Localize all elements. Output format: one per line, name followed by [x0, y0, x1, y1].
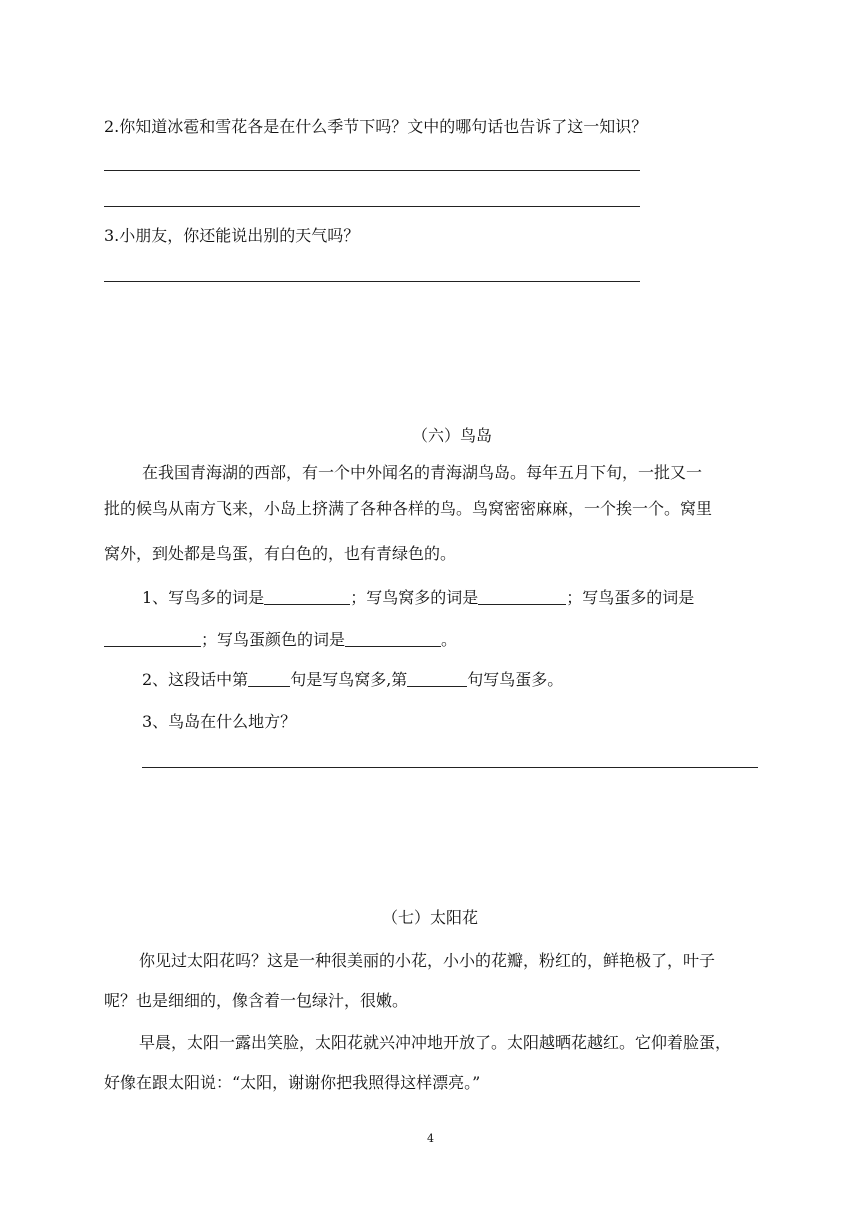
question-1-text: ；写鸟蛋多的词是 [566, 588, 695, 607]
question-2-line [142, 669, 563, 691]
question-2-label: 2、这段话中第 [142, 670, 249, 689]
answer-line[interactable] [104, 170, 640, 171]
question-2-text: 2.你知道冰雹和雪花各是在什么季节下吗？文中的哪句话也告诉了这一知识？ [104, 117, 648, 136]
question-1-text: 。 [441, 630, 458, 649]
question-2-text: 句是写鸟窝多,第 [290, 670, 408, 689]
answer-line[interactable] [142, 767, 758, 768]
fill-blank[interactable] [345, 630, 441, 647]
answer-line[interactable] [104, 281, 640, 282]
fill-blank[interactable] [104, 630, 201, 647]
fill-blank[interactable] [407, 670, 467, 687]
passage-line: 你见过太阳花吗？这是一种很美丽的小花，小小的花瓣，粉红的，鲜艳极了，叶子 [139, 951, 716, 970]
question-3-bird-island: 3、鸟岛在什么地方？ [142, 712, 297, 731]
question-1-line-1 [142, 587, 694, 609]
fill-blank[interactable] [248, 670, 290, 687]
question-1-line-2 [104, 629, 457, 651]
passage-line: 早晨，太阳一露出笑脸，太阳花就兴冲冲地开放了。太阳越晒花越红。它仰着脸蛋， [139, 1033, 732, 1052]
answer-line[interactable] [104, 206, 640, 207]
question-2-text: 句写鸟蛋多。 [467, 670, 564, 689]
question-3-text: 3.小朋友，你还能说出别的天气吗？ [104, 226, 360, 245]
section-title-sun-flower: （七）太阳花 [382, 908, 479, 927]
page-number: 4 [427, 1132, 434, 1145]
passage-line: 呢？也是细细的，像含着一包绿汁，很嫩。 [104, 991, 409, 1010]
passage-line: 在我国青海湖的西部，有一个中外闻名的青海湖鸟岛。每年五月下旬，一批又一 [142, 463, 703, 482]
passage-line: 好像在跟太阳说：“太阳，谢谢你把我照得这样漂亮。” [104, 1073, 481, 1092]
question-1-text: ；写鸟窝多的词是 [350, 588, 479, 607]
section-title-bird-island: （六）鸟岛 [412, 426, 493, 445]
fill-blank[interactable] [264, 588, 350, 605]
question-1-text: ；写鸟蛋颜色的词是 [201, 630, 346, 649]
fill-blank[interactable] [478, 588, 566, 605]
passage-line: 批的候鸟从南方飞来，小岛上挤满了各种各样的鸟。鸟窝密密麻麻，一个挨一个。窝里 [104, 499, 713, 518]
question-1-label: 1、写鸟多的词是 [142, 588, 265, 607]
passage-line: 窝外，到处都是鸟蛋，有白色的，也有青绿色的。 [104, 544, 457, 563]
